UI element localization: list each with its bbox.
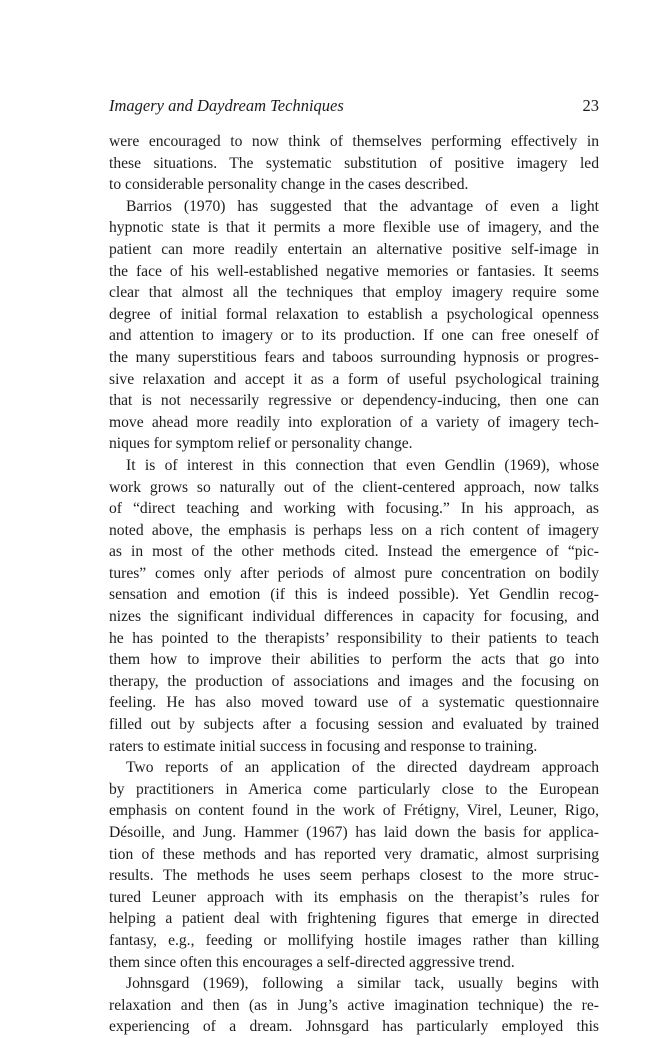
text-line: filled out by subjects after a focusing session and evaluated by trained [109, 716, 599, 734]
text-line: emphasis on content found in the work of Frétigny, Virel, Leuner, Rigo, [109, 802, 599, 820]
text-line: move ahead more readily into exploration of a variety of imagery tech- [109, 413, 599, 431]
text-line: them how to improve their abilities to perform the acts that go into [109, 651, 599, 669]
text-line: raters to estimate initial success in focusing and response to training. [109, 737, 538, 755]
text-line: nizes the significant individual differences in capacity for focusing, and [109, 608, 599, 626]
text-line: and attention to imagery or to its production. If one can free oneself of [109, 327, 599, 345]
text-line: clear that almost all the techniques that employ imagery require some [109, 284, 599, 302]
page-number: 23 [582, 96, 599, 115]
text-line: fantasy, e.g., feeding or mollifying hostile images rather than killing [109, 931, 599, 949]
text-line: patient can more readily entertain an alternative positive self-image in [109, 240, 599, 258]
text-line: experiencing of a dream. Johnsgard has particularly employed this [109, 1018, 599, 1036]
text-line: degree of initial formal relaxation to establish a psychological openness [109, 305, 599, 323]
text-line: tion of these methods and has reported very dramatic, almost surprising [109, 845, 599, 863]
text-line: hypnotic state is that it permits a more flexible use of imagery, and the [109, 219, 599, 237]
text-line: the many superstitious fears and taboos surrounding hypnosis or progres- [109, 348, 599, 366]
text-line: the face of his well-established negative memories or fantasies. It seems [109, 262, 599, 280]
body-text [109, 131, 599, 1038]
text-line: work grows so naturally out of the client-centered approach, now talks [109, 478, 599, 496]
text-line: feeling. He has also moved toward use of a systematic questionnaire [109, 694, 599, 712]
text-line: It is of interest in this connection that even Gendlin (1969), whose [126, 456, 599, 474]
text-line: by practitioners in America come particularly close to the European [109, 780, 599, 798]
text-line: sive relaxation and accept it as a form of useful psychological training [109, 370, 599, 388]
text-line: Désoille, and Jung. Hammer (1967) has laid down the basis for applica- [109, 824, 599, 841]
text-line: Johnsgard (1969), following a similar tack, usually begins with [126, 975, 599, 993]
text-line: these situations. The systematic substitution of positive imagery led [109, 154, 599, 172]
running-head [109, 94, 599, 118]
text-line: relaxation and then (as in Jung’s active imagination technique) the re- [109, 996, 599, 1014]
text-line: noted above, the emphasis is perhaps less on a rich content of imagery [109, 521, 599, 539]
text-line: were encouraged to now think of themselves performing effectively in [109, 133, 599, 150]
text-line: Barrios (1970) has suggested that the advantage of even a light [126, 197, 599, 215]
text-line: them since often this encourages a self-directed aggressive trend. [109, 953, 515, 971]
text-line: helping a patient deal with frightening figures that emerge in directed [109, 910, 599, 928]
text-line: therapy, the production of associations and images and the focusing on [109, 672, 599, 690]
running-title: Imagery and Daydream Techniques [109, 96, 344, 115]
text-line: sensation and emotion (if this is indeed possible). Yet Gendlin recog- [109, 586, 599, 604]
text-line: as in most of the other methods cited. Instead the emergence of “pic- [109, 543, 599, 561]
text-line: of “direct teaching and working with focusing.” In his approach, as [109, 500, 599, 518]
text-line: niques for symptom relief or personality change. [109, 435, 413, 453]
text-line: he has pointed to the therapists’ responsibility to their patients to teach [109, 629, 599, 647]
text-line: tures” comes only after periods of almost pure concentration on bodily [109, 564, 599, 582]
text-line: to considerable personality change in the cases described. [109, 176, 469, 194]
text-line: tured Leuner approach with its emphasis on the therapist’s rules for [109, 888, 599, 906]
text-line: Two reports of an application of the directed daydream approach [126, 759, 599, 777]
text-line: that is not necessarily regressive or dependency-inducing, then one can [109, 392, 599, 410]
text-line: results. The methods he uses seem perhaps closest to the more struc- [109, 867, 599, 885]
